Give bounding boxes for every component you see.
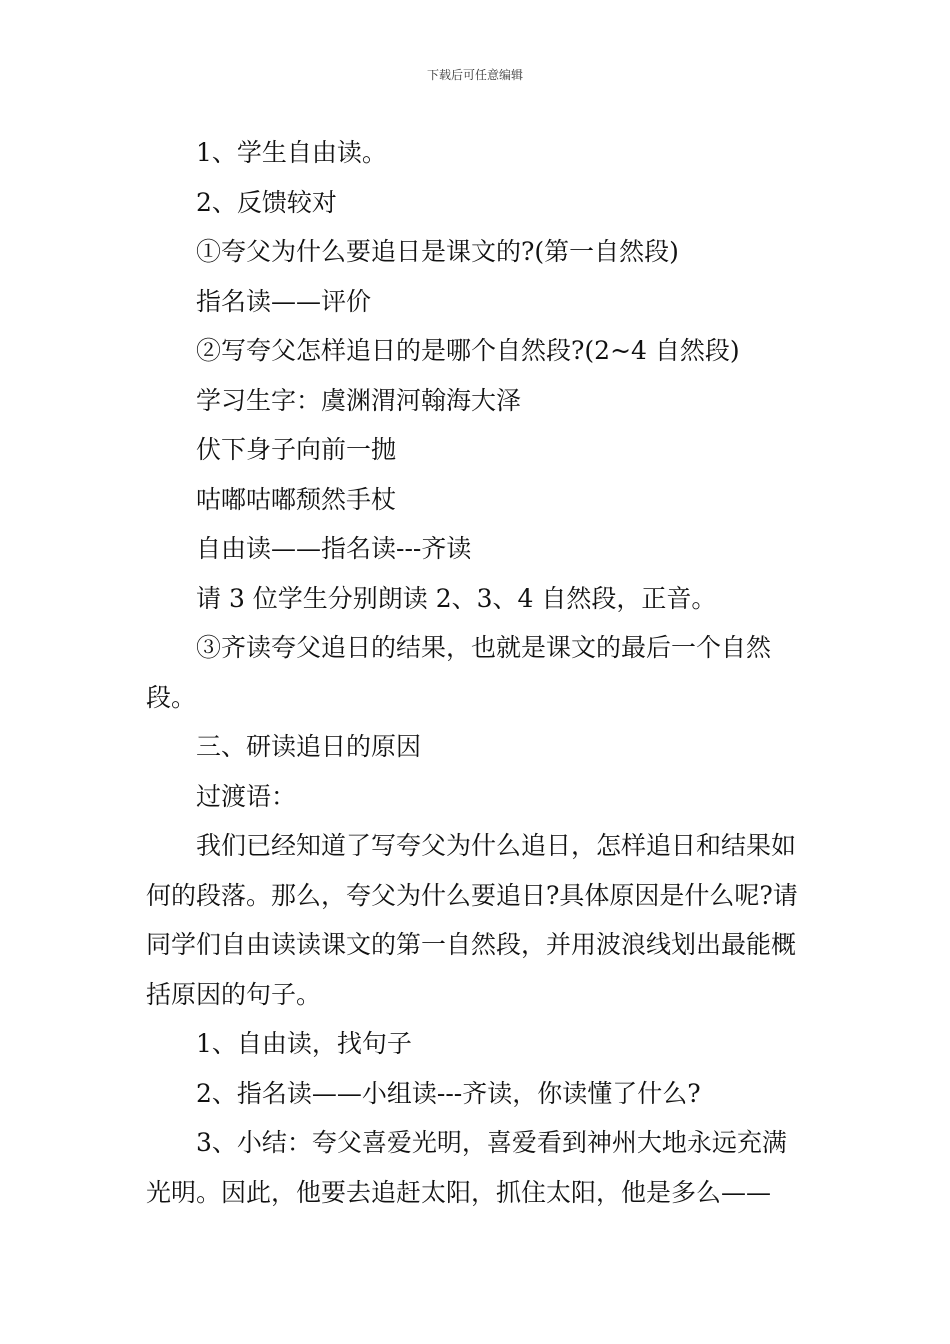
paragraph: 学习生字：虞渊渭河翰海大泽 — [196, 385, 522, 415]
paragraph: 伏下身子向前一抛 — [196, 435, 397, 464]
paragraph: 1、自由读，找句子 — [196, 1029, 412, 1058]
paragraph: ③齐读夸父追日的结果，也就是课文的最后一个自然段。 — [146, 633, 772, 712]
paragraph: 过渡语： — [196, 781, 297, 811]
section-heading: 三、研读追日的原因 — [196, 732, 422, 761]
paragraph: 我们已经知道了写夸父为什么追日，怎样追日和结果如何的段落。那么，夸父为什么要追日?具体原因是什么呢?请同学们自由读读课文的第一自然段，并用波浪线划出最能概括原因的句子。 — [146, 831, 798, 1009]
paragraph: 2、指名读——小组读---齐读，你读懂了什么? — [196, 1078, 701, 1108]
paragraph: 1、学生自由读。 — [196, 138, 387, 167]
paragraph: 自由读——指名读---齐读 — [196, 534, 472, 563]
paragraph: 咕嘟咕嘟颓然手杖 — [196, 484, 397, 514]
document-body — [146, 128, 811, 1217]
paragraph: 指名读——评价 — [196, 286, 372, 316]
paragraph: 2、反馈较对 — [196, 187, 337, 217]
paragraph: 请 3 位学生分别朗读 2、3、4 自然段，正音。 — [196, 583, 717, 613]
paragraph: 3、小结：夸父喜爱光明，喜爱看到神州大地永远充满光明。因此，他要去追赶太阳，抓住太阳，他是多么—— — [146, 1128, 787, 1207]
paragraph: ②写夸父怎样追日的是哪个自然段?(2~4 自然段) — [196, 336, 740, 365]
page-header: 下载后可任意编辑 — [426, 68, 523, 82]
paragraph: ①夸父为什么要追日是课文的?(第一自然段) — [196, 237, 679, 266]
